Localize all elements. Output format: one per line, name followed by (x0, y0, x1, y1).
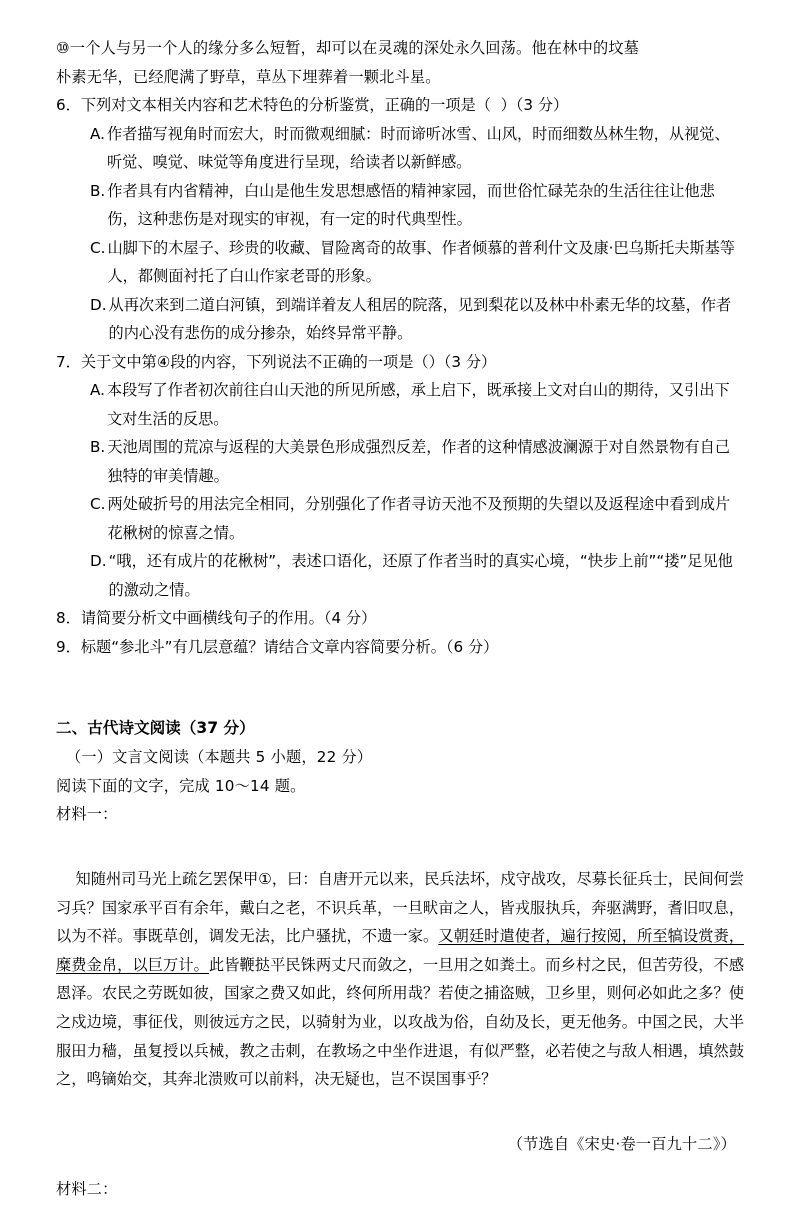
top-paragraph-line-2: 朴素无华，已经爬满了野草，草丛下埋葬着一颗北斗星。 (56, 67, 441, 86)
question-9-stem: 标题“参北斗”有几层意蕴？请结合文章内容简要分析。（6 分） (80, 637, 499, 656)
option-label: A. (90, 124, 105, 143)
question-8-stem: 请简要分析文中画横线句子的作用。（4 分） (80, 609, 377, 627)
option-label: B. (90, 438, 106, 456)
question-6-number: 6． (56, 96, 81, 114)
question-7-stem: 关于文中第④段的内容，下列说法不正确的一项是（）（3 分） (80, 352, 497, 371)
option-text: 两处破折号的用法完全相同，分别强化了作者寻访天池不及预期的失望以及返程途中看到成片花楸树的惊喜之情。 (107, 495, 731, 542)
question-8-stem-row (56, 604, 744, 633)
option-text: 天池周围的荒凉与返程的大美景色形成强烈反差，作者的这种情感波澜源于对自然景物有自己独特的审美情趣。 (107, 438, 730, 485)
option-label: D. (90, 552, 107, 570)
section-2-instruction: 阅读下面的文字，完成 10～14 题。 (56, 776, 306, 795)
material-2-label: 材料二： (56, 1179, 118, 1198)
question-7-option-d (56, 547, 744, 604)
option-text: 作者描写视角时而宏大，时而微观细腻：时而谛听冰雪、山风，时而细数丛林生物，从视觉、听觉、嗅觉、味觉等角度进行呈现，给读者以新鲜感。 (106, 124, 730, 171)
material-1-underlined-sentence: 又朝廷时遣使者，遍行按阅，所至犒设赏赉，糜费金帛，以巨万计。 (56, 927, 745, 974)
question-6-option-a (56, 120, 744, 177)
material-1-label: 材料一： (56, 805, 118, 823)
section-2-subtitle: （一）文言文阅读（本题共 5 小题，22 分） (66, 748, 373, 766)
option-label: C. (90, 495, 106, 513)
material-1-text-post: 此皆鞭挞平民铢两丈尺而敛之，一旦用之如粪土。而乡村之民，但苦劳役，不感恩泽。农民之劳既如彼，国家之费又如此，终何所用哉？若使之捕盗贼，卫乡里，则何必如此之多？使之戍边境，事征伐，则彼远方之民，以骑射为业，以攻战为俗，自幼及长，更无他务。中国之民，大半服田力穑，虽复授以兵械，教之击刺，在教场之中坐作进退，有似严整，必若使之与敌人相遇，填然鼓之，鸣镝始交，其奔北溃败可以前料，决无疑也，岂不误国事乎？ (56, 955, 745, 1089)
question-6-stem-row (56, 91, 744, 120)
option-text: 从再次来到二道白河镇，到端详着友人租居的院落，见到梨花以及林中朴素无华的坟墓，作者的内心没有悲伤的成分掺杂，始终异常平静。 (108, 295, 732, 342)
material-1-source: （节选自《宋史·卷一百九十二》） (507, 1135, 736, 1154)
section-2-title: 二、古代诗文阅读（37 分） (56, 719, 255, 737)
question-6-option-b (56, 177, 744, 234)
material-1-text-pre: 知随州司马光上疏乞罢保甲①，曰：自唐开元以来，民兵法坏，戍守战攻，尽募长征兵士，民间何尝习兵？国家承平百有余年，戴白之老，不识兵革，一旦畎亩之人，皆戎服执兵，奔驱满野，耆旧叹息，以为不祥。事既草创，调发无法，比户骚扰，不遗一家。 (56, 870, 744, 946)
option-label: D. (90, 295, 107, 314)
option-label: C. (90, 238, 106, 257)
question-7-number: 7． (56, 352, 81, 371)
option-label: A. (90, 381, 105, 399)
question-7-option-a (56, 376, 744, 433)
option-text: 山脚下的木屋子、珍贵的收藏、冒险离奇的故事、作者倾慕的普利什文及康·巴乌斯托夫斯基等人，都侧面衬托了白山作家老哥的形象。 (107, 238, 735, 285)
option-text: “哦，还有成片的花楸树”，表述口语化，还原了作者当时的真实心境，“快步上前”“搂”足见他的激动之情。 (108, 552, 733, 599)
top-paragraph (56, 34, 744, 91)
question-6-option-c (56, 234, 744, 291)
question-7-stem-row (56, 348, 744, 377)
material-1-body (56, 837, 744, 1123)
question-9-number: 9． (56, 637, 81, 656)
question-6-option-d (56, 291, 744, 348)
option-text: 本段写了作者初次前往白山天池的所见所感，承上启下，既承接上文对白山的期待，又引出下文对生活的反思。 (106, 381, 730, 428)
question-7-option-c (56, 490, 744, 547)
question-8-number: 8． (56, 609, 81, 627)
option-text: 作者具有内省精神，白山是他生发思想感悟的精神家园，而世俗忙碌芜杂的生活往往让他悲伤，这种悲伤是对现实的审视，有一定的时代典型性。 (107, 181, 715, 228)
question-6-stem: 下列对文本相关内容和艺术特色的分析鉴赏，正确的一项是（ ）（3 分） (80, 96, 569, 114)
top-paragraph-line-1: ⑩一个人与另一个人的缘分多么短暂，却可以在灵魂的深处永久回荡。他在林中的坟墓 (56, 39, 640, 57)
question-7-option-b (56, 433, 744, 490)
question-9-stem-row (56, 633, 744, 662)
option-label: B. (90, 181, 106, 200)
